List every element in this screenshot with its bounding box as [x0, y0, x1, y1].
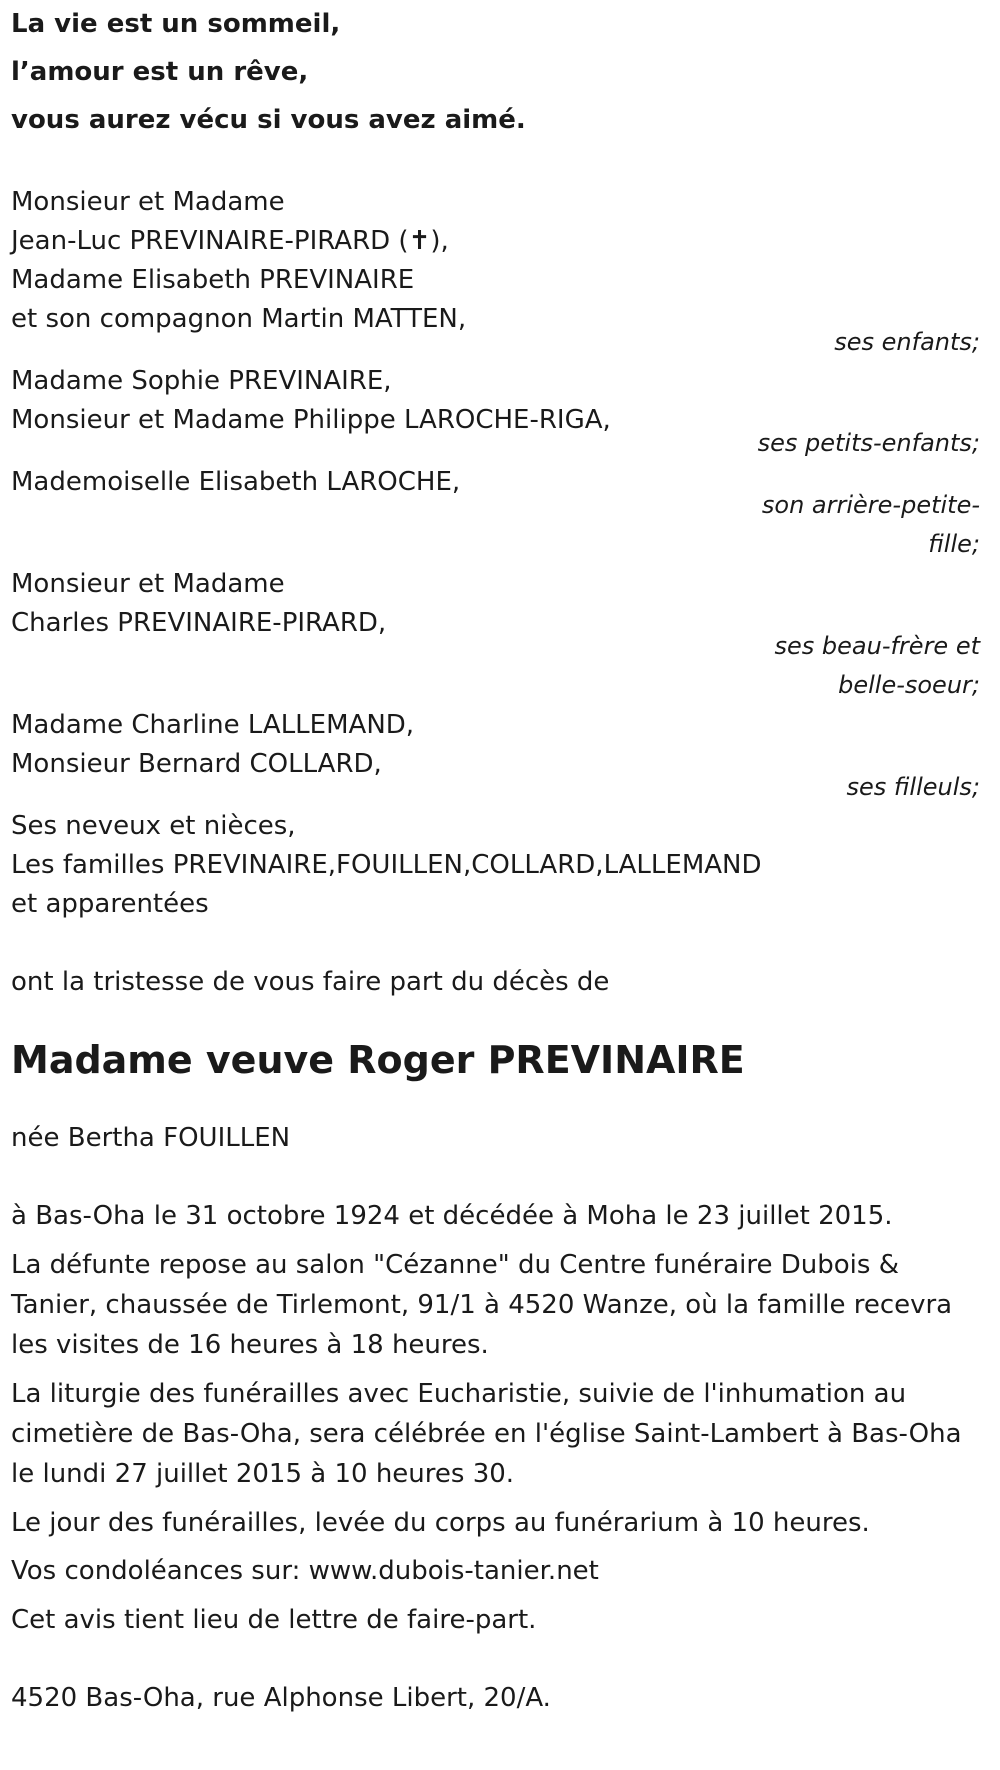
family-member-line: Monsieur et Madame Philippe LAROCHE-RIGA, [11, 405, 611, 435]
family-member-line: Charles PREVINAIRE-PIRARD, [11, 608, 387, 638]
deceased-name: Madame veuve Roger PREVINAIRE [11, 1038, 745, 1082]
detail-line: cimetière de Bas-Oha, sera célébrée en l'église Saint-Lambert à Bas-Oha [11, 1419, 962, 1449]
family-role: fille; [928, 530, 980, 558]
family-role: ses petits-enfants; [757, 429, 980, 457]
detail-line: le lundi 27 juillet 2015 à 10 heures 30. [11, 1459, 515, 1489]
address-line: 4520 Bas-Oha, rue Alphonse Libert, 20/A. [11, 1683, 551, 1713]
family-member-line: Mademoiselle Elisabeth LAROCHE, [11, 467, 461, 497]
family-member-line: Monsieur et Madame [11, 187, 285, 217]
family-member-line: Monsieur Bernard COLLARD, [11, 749, 382, 779]
deceased-birth-name: née Bertha FOUILLEN [11, 1123, 291, 1153]
family-member-line: Madame Elisabeth PREVINAIRE [11, 265, 415, 295]
detail-line: Cet avis tient lieu de lettre de faire-part. [11, 1605, 537, 1635]
motto-line: l’amour est un rêve, [11, 57, 309, 87]
motto-line: vous aurez vécu si vous avez aimé. [11, 105, 526, 135]
detail-line: La défunte repose au salon "Cézanne" du Centre funéraire Dubois & [11, 1250, 899, 1280]
family-role: son arrière-petite- [761, 491, 980, 519]
family-role: ses filleuls; [846, 773, 980, 801]
detail-line: Tanier, chaussée de Tirlemont, 91/1 à 4520 Wanze, où la famille recevra [11, 1290, 953, 1320]
family-member-line: et apparentées [11, 889, 209, 919]
family-role: belle-soeur; [838, 671, 980, 699]
motto-line: La vie est un sommeil, [11, 9, 341, 39]
family-member-line: Madame Charline LALLEMAND, [11, 710, 415, 740]
family-role: ses beau-frère et [774, 632, 980, 660]
detail-line: à Bas-Oha le 31 octobre 1924 et décédée à Moha le 23 juillet 2015. [11, 1201, 893, 1231]
family-member-line: Ses neveux et nièces, [11, 811, 296, 841]
family-member-line: Les familles PREVINAIRE,FOUILLEN,COLLARD,LALLEMAND [11, 850, 762, 880]
family-role: ses enfants; [834, 328, 980, 356]
detail-line: La liturgie des funérailles avec Eucharistie, suivie de l'inhumation au [11, 1379, 907, 1409]
condolences-line: Vos condoléances sur: www.dubois-tanier.net [11, 1556, 599, 1586]
detail-line: Le jour des funérailles, levée du corps au funérarium à 10 heures. [11, 1508, 870, 1538]
family-member-line: Monsieur et Madame [11, 569, 285, 599]
family-member-line: Madame Sophie PREVINAIRE, [11, 366, 392, 396]
detail-line: les visites de 16 heures à 18 heures. [11, 1330, 489, 1360]
family-member-line: et son compagnon Martin MATTEN, [11, 304, 467, 334]
family-member-line: Jean-Luc PREVINAIRE-PIRARD (✝), [11, 226, 449, 256]
announcement-text: ont la tristesse de vous faire part du décès de [11, 967, 610, 997]
